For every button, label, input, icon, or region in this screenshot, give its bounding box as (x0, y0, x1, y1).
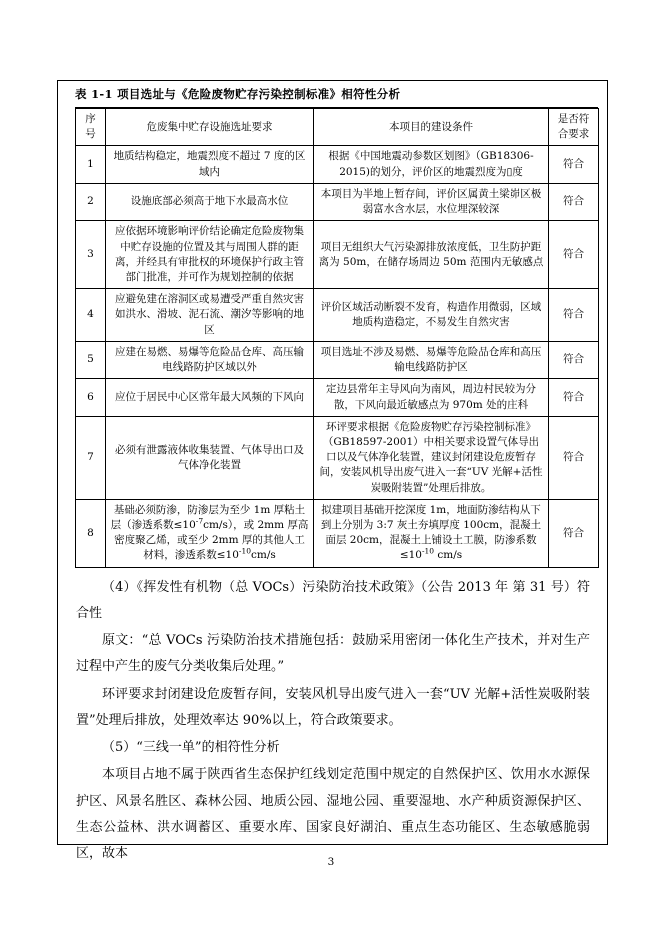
cond-sup1: -10 (421, 546, 435, 556)
table-row (76, 379, 599, 416)
header-requirement: 危废集中贮存设施选址要求 (106, 109, 314, 146)
row-no: 6 (76, 379, 106, 416)
table-caption: 表 1-1 项目选址与《危险废物贮存污染控制标准》相符性分析 (75, 81, 598, 108)
req-part-text1: 基础必须防渗，防渗层为至少 1m 厚粘土层（渗透系数≤10 (110, 503, 306, 532)
row-compliant: 符合 (549, 416, 599, 499)
header-condition: 本项目的建设条件 (314, 109, 549, 146)
row-condition (314, 499, 549, 567)
row-compliant: 符合 (549, 221, 599, 289)
row-requirement: 应依据环境影响评价结论确定危险废物集中贮存设施的位置及其与周围人群的距离，并经具有审批权的环境保护行政主管部门批准，并可作为规划控制的依据 (106, 221, 314, 289)
row-condition: 定边县常年主导风向为南风，周边村民较为分散，下风向最近敏感点为 970m 处的庄科 (314, 379, 549, 416)
header-compliant-line2: 合要求 (557, 128, 590, 141)
row-condition: 评价区域活动断裂不发育，构造作用微弱，区域地质构造稳定，不易发生自然灾害 (314, 289, 549, 342)
row-compliant: 符合 (549, 183, 599, 220)
row-no: 7 (76, 416, 106, 499)
page-content (64, 80, 602, 868)
row-requirement: 必须有泄露液体收集装置、气体导出口及气体净化装置 (106, 416, 314, 499)
row-condition: 项目无组织大气污染源排放浓度低，卫生防护距离为 50m，在储存场周边 50m 范围内无敏感点 (314, 221, 549, 289)
table-row (76, 183, 599, 220)
table-row (76, 289, 599, 342)
row-no: 8 (76, 499, 106, 567)
row-compliant: 符合 (549, 379, 599, 416)
paragraph-original-text: 原文：“总 VOCs 污染防治技术措施包括：鼓励采用密闭一体化生产技术，并对生产过程中产生的废气分类收集后处理。” (76, 633, 590, 675)
row-no: 1 (76, 146, 106, 183)
row-no: 2 (76, 183, 106, 220)
cond-part-text2: cm/s (434, 549, 463, 562)
table-body (76, 146, 599, 567)
paragraph-project-land: 本项目占地不属于陕西省生态保护红线划定范围中规定的自然保护区、饮用水水源保护区、风景名胜区、森林公园、地质公园、湿地公园、重要湿地、水产种质资源保护区、生态公益林、洪水调蓄区、重要水库、国家良好湖泊、重点生态功能区、生态敏感脆弱区，故本 (76, 767, 590, 862)
paragraph-policy-5: （5）“三线一单”的相符性分析 (102, 740, 280, 756)
row-requirement: 地质结构稳定，地震烈度不超过 7 度的区域内 (106, 146, 314, 183)
req-sup2: -10 (238, 546, 251, 556)
row-no: 3 (76, 221, 106, 289)
table-row (76, 221, 599, 289)
table-header-row (76, 109, 599, 146)
row-requirement: 应位于居民中心区常年最大风频的下风向 (106, 379, 314, 416)
row-condition: 环评要求根据《危险废物贮存污染控制标准》（GB18597-2001）中相关要求设置气体导出口以及气体净化装置，建议封闭建设危废暂存间，安装风机导出废气进入一套“UV 光解+活性炭吸附装置”处理后排放。 (314, 416, 549, 499)
header-compliant (549, 109, 599, 146)
table-row (76, 416, 599, 499)
req-part-text3: cm/s (250, 549, 276, 562)
row-compliant: 符合 (549, 499, 599, 567)
table-row (76, 146, 599, 183)
row-compliant: 符合 (549, 289, 599, 342)
row-requirement (106, 499, 314, 567)
table-caption-wrapper (75, 80, 598, 108)
page-number: 3 (327, 856, 335, 868)
header-no (76, 109, 106, 146)
row-requirement: 设施底部必须高于地下水最高水位 (106, 183, 314, 220)
header-no-line2: 号 (85, 128, 96, 141)
paragraph-eia-requirement: 环评要求封闭建设危废暂存间，安装风机导出废气进入一套“UV 光解+活性炭吸附装置”处理后排放，处理效率达 90%以上，符合政策要求。 (76, 686, 590, 728)
req-sup1: -7 (195, 516, 204, 526)
row-requirement: 应避免建在溶洞区或易遭受严重自然灾害如洪水、滑坡、泥石流、潮汐等影响的地区 (106, 289, 314, 342)
paragraph-policy-4: （4）《挥发性有机物（总 VOCs）污染防治技术政策》（公告 2013 年 第 31 号）符合性 (76, 579, 590, 621)
header-compliant-line1: 是否符 (557, 113, 590, 125)
row-condition: 根据《中国地震动参数区划图》（GB18306-2015)的划分，评价区的地震烈度为▯度 (314, 146, 549, 183)
cond-part-text1: 拟建项目基础开挖深度 1m，地面防渗结构从下到上分别为 3:7 灰土夯填厚度 100cm，混凝土面层 20cm，混凝土上铺设土工膜，防渗系数≤10 (320, 503, 542, 562)
row-no: 5 (76, 341, 106, 378)
row-compliant: 符合 (549, 146, 599, 183)
row-condition: 本项目为半地上暂存间，评价区属黄土梁峁区极弱富水含水层，水位埋深较深 (314, 183, 549, 220)
table-row (76, 499, 599, 567)
body-text-block (64, 575, 602, 868)
req-part-text2: cm/s），或 2mm 厚高密度聚乙烯，或至少 2mm 厚的其他人工材料，渗透系数≤10 (114, 519, 309, 562)
table-row (76, 341, 599, 378)
compatibility-analysis-table (75, 108, 599, 568)
row-compliant: 符合 (549, 341, 599, 378)
row-condition: 项目选址不涉及易燃、易爆等危险品仓库和高压输电线路防护区 (314, 341, 549, 378)
header-no-line1: 序 (85, 113, 96, 125)
row-requirement: 应建在易燃、易爆等危险品仓库、高压输电线路防护区域以外 (106, 341, 314, 378)
row-no: 4 (76, 289, 106, 342)
